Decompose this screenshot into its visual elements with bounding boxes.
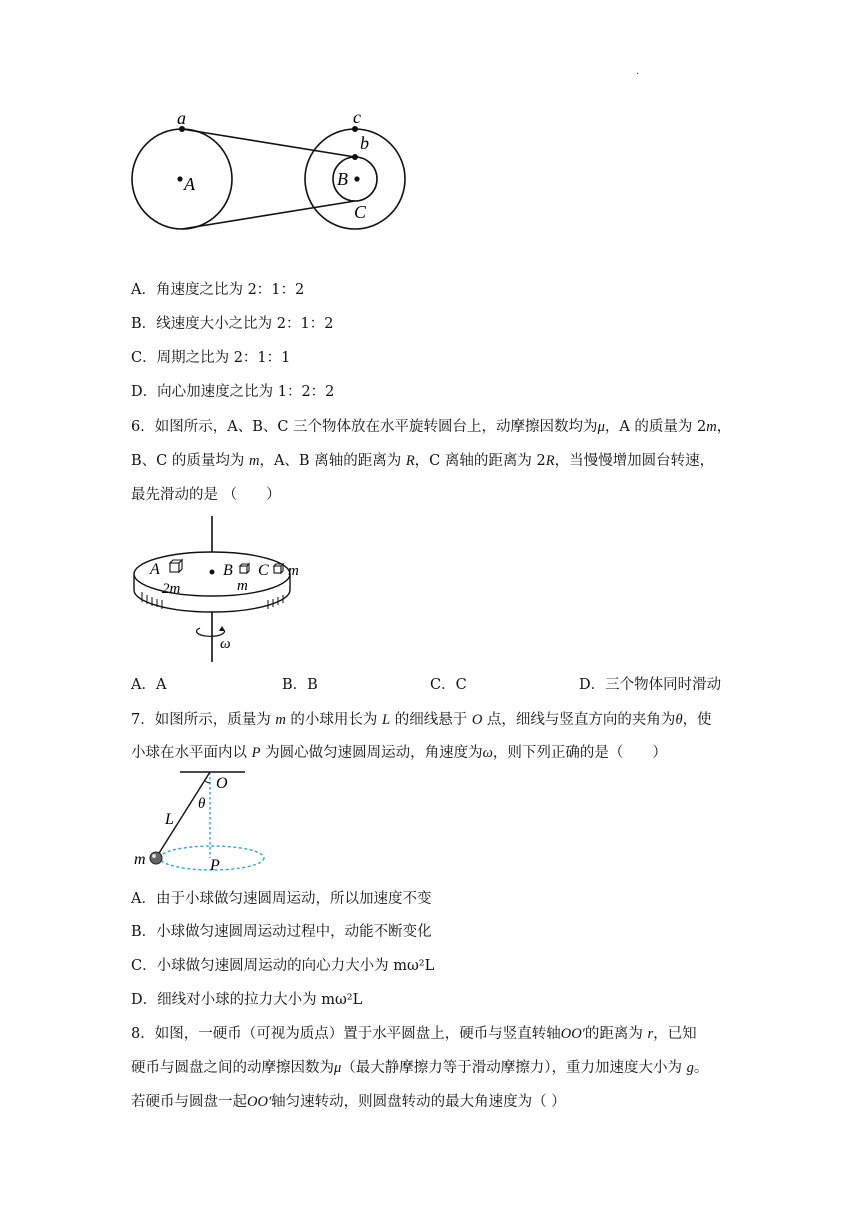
label-B: B bbox=[223, 562, 233, 579]
q7-option-a: A．由于小球做匀速圆周运动，所以加速度不变 bbox=[131, 891, 432, 907]
q7-option-c: C．小球做匀速圆周运动的向心力大小为 mω²L bbox=[131, 958, 435, 974]
label-c: c bbox=[353, 107, 361, 127]
label-omega: ω bbox=[220, 636, 231, 652]
label-B: B bbox=[337, 169, 348, 189]
q5-option-c: C．周期之比为 2：1：1 bbox=[131, 350, 291, 366]
label-B-mass: m bbox=[237, 578, 248, 594]
label-L: L bbox=[165, 811, 174, 828]
q6-option-c: C．C bbox=[430, 677, 467, 693]
label-P: P bbox=[210, 857, 220, 874]
q7-option-d: D．细线对小球的拉力大小为 mω²L bbox=[131, 992, 363, 1008]
label-A: A bbox=[184, 174, 195, 194]
q6-option-d: D．三个物体同时滑动 bbox=[579, 677, 722, 693]
label-C: C bbox=[354, 202, 367, 222]
q7-option-b: B．小球做匀速圆周运动过程中，动能不断变化 bbox=[131, 924, 432, 940]
turntable-figure bbox=[128, 512, 318, 667]
q5-option-b: B．线速度大小之比为 2：1：2 bbox=[131, 316, 334, 332]
q6-option-b: B．B bbox=[282, 677, 318, 693]
q5-option-d: D．向心加速度之比为 1：2：2 bbox=[131, 384, 335, 400]
q6-line-1: 6．如图所示，A、B、C 三个物体放在水平旋转圆台上，动摩擦因数均为μ，A 的质量为 2m， bbox=[131, 419, 732, 435]
q8-line-3: 若硬币与圆盘一起OO′轴匀速转动，则圆盘转动的最大角速度为（ ） bbox=[131, 1094, 566, 1110]
q7-line-2: 小球在水平面内以 P 为圆心做匀速圆周运动，角速度为ω，则下列正确的是（ ） bbox=[131, 745, 667, 761]
q6-line-3: 最先滑动的是 （ ） bbox=[131, 487, 281, 503]
q5-option-a: A．角速度之比为 2：1：2 bbox=[131, 282, 305, 298]
corner-mark: . bbox=[636, 66, 640, 77]
label-A: A bbox=[150, 561, 160, 578]
label-O: O bbox=[216, 775, 228, 792]
label-b: b bbox=[360, 133, 369, 153]
label-C-mass: m bbox=[288, 563, 299, 579]
label-theta: θ bbox=[198, 796, 206, 812]
q7-line-1: 7．如图所示，质量为 m 的小球用长为 L 的细线悬于 O 点，细线与竖直方向的夹角为θ，使 bbox=[131, 712, 712, 728]
label-a: a bbox=[177, 108, 186, 128]
label-C: C bbox=[258, 562, 269, 579]
q8-line-2: 硬币与圆盘之间的动摩擦因数为μ（最大静摩擦力等于滑动摩擦力），重力加速度大小为 g。 bbox=[131, 1060, 709, 1076]
q8-line-1: 8．如图，一硬币（可视为质点）置于水平圆盘上，硬币与竖直转轴OO′的距离为 r，已知 bbox=[131, 1026, 697, 1042]
pulley-figure bbox=[120, 100, 420, 240]
q6-option-a: A．A bbox=[131, 677, 167, 693]
label-A-mass: 2m bbox=[162, 581, 181, 597]
label-m: m bbox=[134, 851, 146, 868]
q6-line-2: B、C 的质量均为 m，A、B 离轴的距离为 R，C 离轴的距离为 2R，当慢慢增加圆台转速， bbox=[131, 453, 715, 469]
pendulum-figure bbox=[128, 764, 278, 876]
